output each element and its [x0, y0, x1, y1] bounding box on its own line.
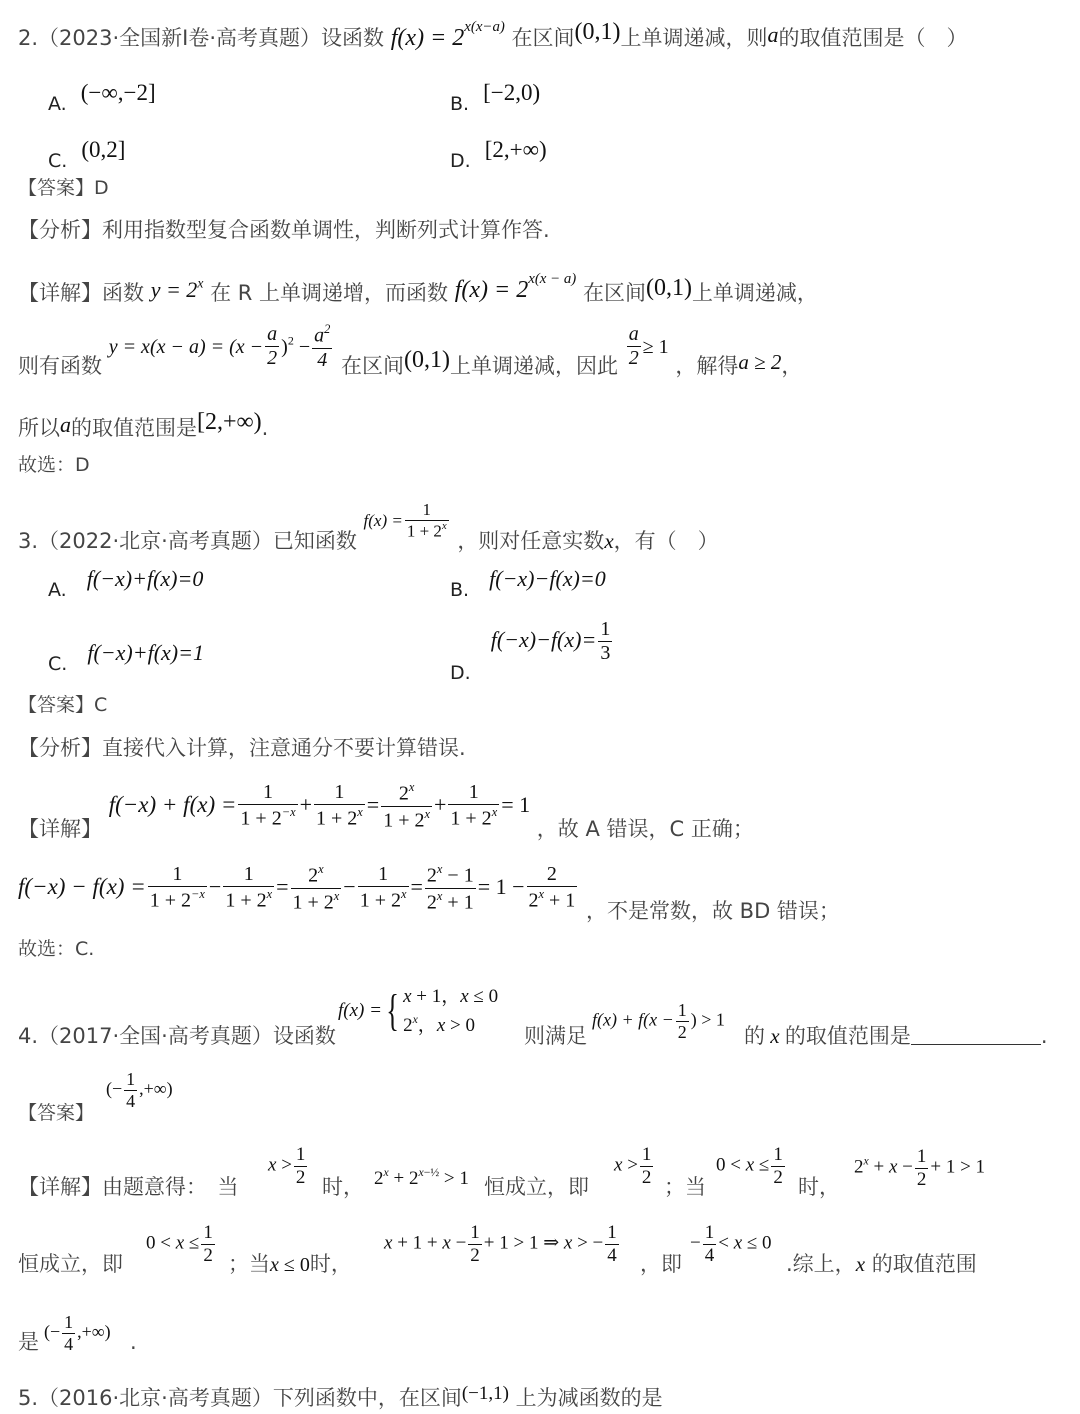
- q2-stem: 2.（2023·全国新Ⅰ卷·高考真题）设函数 $f(x) = 2^{x(x-a)}$ 在区间(0,1)上单调递减，则a的取值范围是（ ）: [18, 19, 968, 52]
- q2-func: $f(x) = 2^{x(x-a)}$: [390, 19, 505, 52]
- q2-detail-2: 则有函数 y = x(x − a) = (x − $\frac{a}{2}$ )$^2$ − $\frac{a^2}{4}$ 在区间(0,1)上单调递减，因此 $\frac{a}{2}$ ≥ 1 ，解得a ≥ 2，: [18, 322, 803, 378]
- q3-detail-1: 【详解】 f(−x) + f(x) = $\frac{1}{1 + 2^{-x}}$ + $\frac{1}{1 + 2^x}$ = $\frac{2^x}{1 + 2^x}$ + $\frac{1}{1 + 2^x}$ = 1 ，故 A 错误，C 正确；: [18, 780, 754, 842]
- q2-option-d[interactable]: D. [2,+∞): [450, 137, 547, 172]
- q5-stem: 5.（2016·北京·高考真题）下列函数中，在区间(−1,1) 上为减函数的是: [18, 1383, 663, 1410]
- q2-option-c[interactable]: C. (0,2]: [48, 137, 126, 172]
- q4-inequality-2: $2^x + x$ − $\frac{1}{2}$ + 1 > 1: [854, 1146, 986, 1190]
- q4-detail-2: 恒成立，即: [18, 1252, 123, 1276]
- q3-detail-2: f(−x) − f(x) = $\frac{1}{1 + 2^{-x}}$ − $\frac{1}{1 + 2^x}$ = $\frac{2^x}{1 + 2^x}$ − $\frac{1}{1 + 2^x}$ = $\frac{2^x - 1}{2^x + 1}$ = 1 − $\frac{2}{2^x + 1}$ ，不是常数，故 BD 错误；: [18, 862, 840, 924]
- q4-stem-text: 4.（2017·全国·高考真题）设函数: [18, 1024, 336, 1048]
- q4-answer-value: (− $\frac{1}{4}$ ,+∞): [106, 1069, 173, 1111]
- q4-detail-3: 是: [18, 1330, 39, 1354]
- q3-option-d[interactable]: D. f(−x)−f(x)= $\frac{1}{3}$: [450, 618, 611, 684]
- q2-option-b[interactable]: B. [−2,0): [450, 80, 541, 115]
- q4-condition: f(x) + f(x − $\frac{1}{2}$ ) > 1: [592, 1000, 725, 1042]
- q4-answer-label: 【答案】: [18, 1102, 95, 1124]
- q3-option-c[interactable]: C. f(−x)+f(x)=1: [48, 640, 204, 675]
- q3-option-b[interactable]: B. f(−x)−f(x)=0: [450, 566, 606, 601]
- q3-choose: 故选：C.: [18, 938, 95, 960]
- q2-option-a[interactable]: A. (−∞,−2]: [48, 80, 156, 115]
- q3-answer: 【答案】C: [18, 694, 108, 716]
- q2-answer: 【答案】D: [18, 177, 109, 199]
- q3-option-a[interactable]: A. f(−x)+f(x)=0: [48, 566, 204, 601]
- q2-choose: 故选：D: [18, 454, 90, 476]
- q3-analysis: 【分析】直接代入计算，注意通分不要计算错误.: [18, 736, 466, 760]
- q3-stem: 3.（2022·北京·高考真题）已知函数 f(x) = $\frac{1}{1 + 2^x}$ ，则对任意实数x，有（ ）: [18, 500, 719, 554]
- q4-inequality-3: x + 1 + x − $\frac{1}{2}$ + 1 > 1 ⇒ x > − $\frac{1}{4}$: [384, 1222, 617, 1266]
- q4-stem-end: 的 x 的取值范围是 .: [744, 1024, 1048, 1048]
- q4-piecewise-func: f(x) ={ x + 1，x ≤ 0 2$^x$，x > 0: [338, 986, 499, 1036]
- q4-inequality-1: $2^x + 2^{x-\frac{1}{2}} > 1$: [374, 1166, 469, 1190]
- q2-detail-3: 所以a的取值范围是[2,+∞).: [18, 409, 269, 440]
- answer-blank[interactable]: [911, 1026, 1041, 1045]
- q4-detail-1-label: 【详解】由题意得： 当: [18, 1175, 239, 1199]
- q4-stem-mid: 则满足: [524, 1024, 587, 1048]
- q2-detail-1: 【详解】函数 $y = 2^x$ 在 R 上单调递增，而函数 $f(x) = 2^{x(x - a)}$ 在区间(0,1)上单调递减，: [18, 271, 818, 306]
- q2-analysis: 【分析】利用指数型复合函数单调性，判断列式计算作答.: [18, 218, 550, 242]
